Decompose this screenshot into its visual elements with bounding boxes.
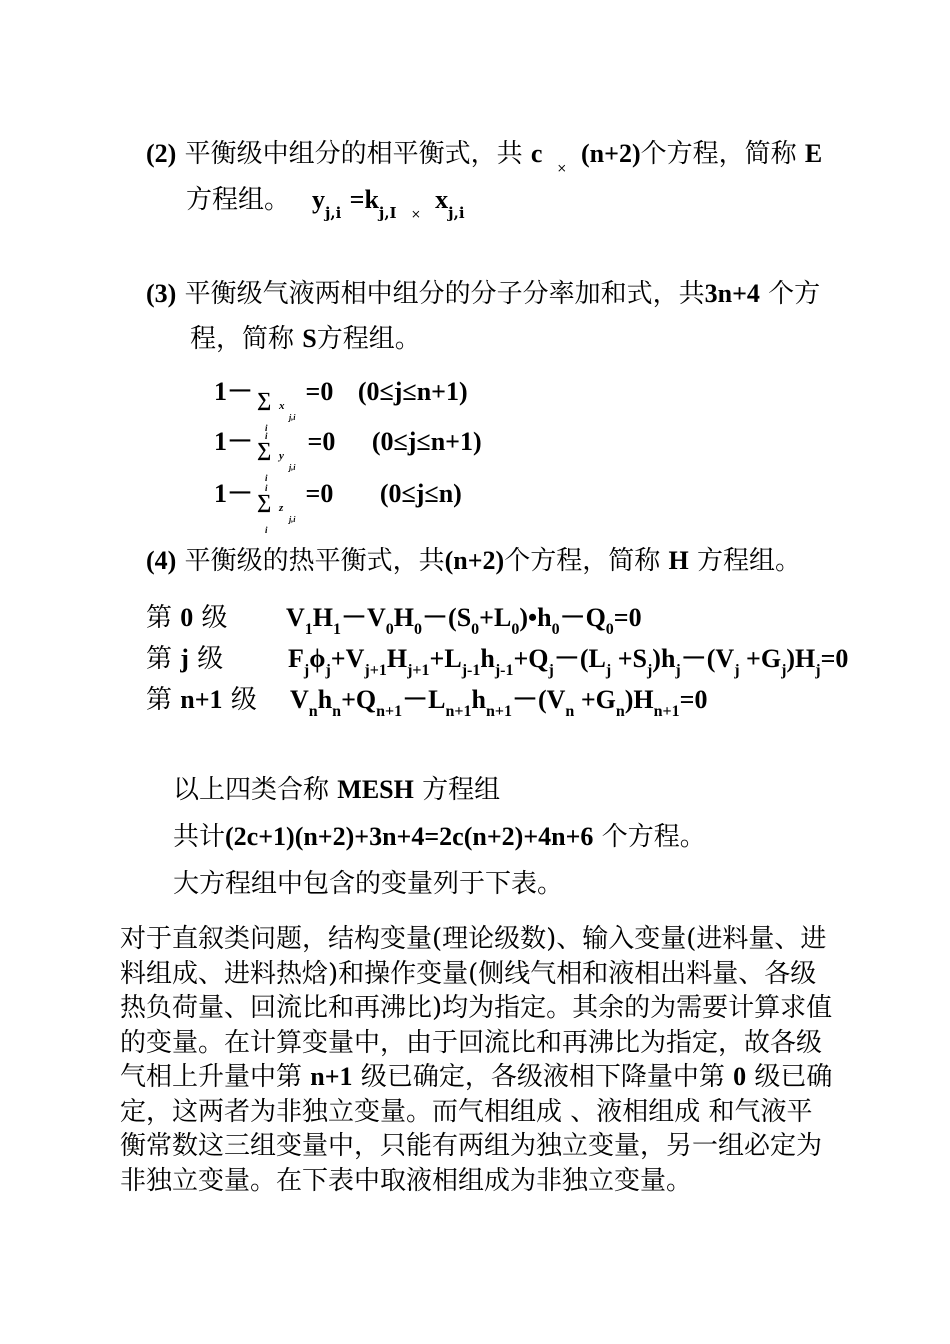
times-symbol: × [556, 161, 567, 175]
variables-paragraph: 对于直叙类问题，结构变量(理论级数)、输入变量(进料量、进 料组成、进料热焓)和操作变量(侧线气相和液相出料量、各级 热负荷量、回流比和再沸比)均为指定。其余的为需要计算求值 的变量。在计算变量中，由于回流比和再沸比为指定，故各级 气相上升量中第 n+1 级已确定，各级液相下降量中第 0 级已确 定，这两者为非独立变量。而气相组成 、液相组成 和气液平 衡常数这三组变量中，只能有两组为独立变量，另一组必定为 非独立变量。在下表中取液相组成为非独立变量。 [120, 924, 833, 1196]
item4-line: (4) 平衡级的热平衡式，共(n+2)个方程，简称 H 方程组。 [146, 546, 801, 576]
stage-label-0: 第 0 级 [146, 603, 228, 633]
stage-label-n1: 第 n+1 级 [146, 685, 257, 715]
item2-n2: (n+2) [581, 139, 641, 168]
item3-line1: (3) 平衡级气液两相中组分的分子分率加和式，共3n+4 个方 [146, 279, 821, 309]
heat-balance-stage-j: $F_j\phi_j+V_{j+1}H_{j+1}+L_{j-1}h_{j-1}+Q_j-(L_j +S_j)h_j-(V_j +G_j)H_j=0$ [288, 644, 849, 679]
item2-text: 平衡级中组分的相平衡式，共 [184, 139, 523, 169]
summary-line-1: 以上四类合称 MESH 方程组 [173, 775, 501, 805]
summary-line-2: 共计(2c+1)(n+2)+3n+4=2c(n+2)+4n+6 个方程。 [173, 822, 706, 852]
item4-number: (4) [146, 546, 177, 575]
item2-E: E [804, 139, 823, 168]
item2-line2-text: 方程组。 [186, 185, 291, 215]
item2-line2 [186, 184, 290, 216]
heat-balance-stage-n1: $V_nh_n+Q_{n+1}-L_{n+1}h_{n+1}-(V_n +G_n)H_{n+1}=0$ [290, 685, 708, 720]
item3-line2: 程，简称 S方程组。 [190, 324, 421, 354]
equilibrium-equation: $y_{j,i} =k_{j,I}$ $_\times$ $x_{j,i}$ [312, 185, 465, 222]
item2-tail: 个方程，简称 [640, 139, 797, 169]
stage-label-j: 第 j 级 [146, 644, 224, 674]
item2-line1 [146, 138, 822, 174]
summary-line-3: 大方程组中包含的变量列于下表。 [173, 869, 564, 899]
summation-equation-y: 1－ i ∑ y j,i i =0 (0≤j≤n+1) [214, 427, 482, 483]
item3-number: (3) [146, 279, 177, 308]
item2-number: (2) [146, 139, 177, 168]
summation-equation-z: 1－ i ∑ z j,i i =0 (0≤j≤n) [214, 479, 462, 535]
heat-balance-stage-0: $V_1H_1-V_0H_0-(S_0+L_0)•h_0-Q_0=0$ [286, 603, 642, 638]
summation-equation-x: 1－ ∑ x j,i i =0 (0≤j≤n+1) [214, 377, 468, 433]
item2-c: c [530, 139, 543, 168]
